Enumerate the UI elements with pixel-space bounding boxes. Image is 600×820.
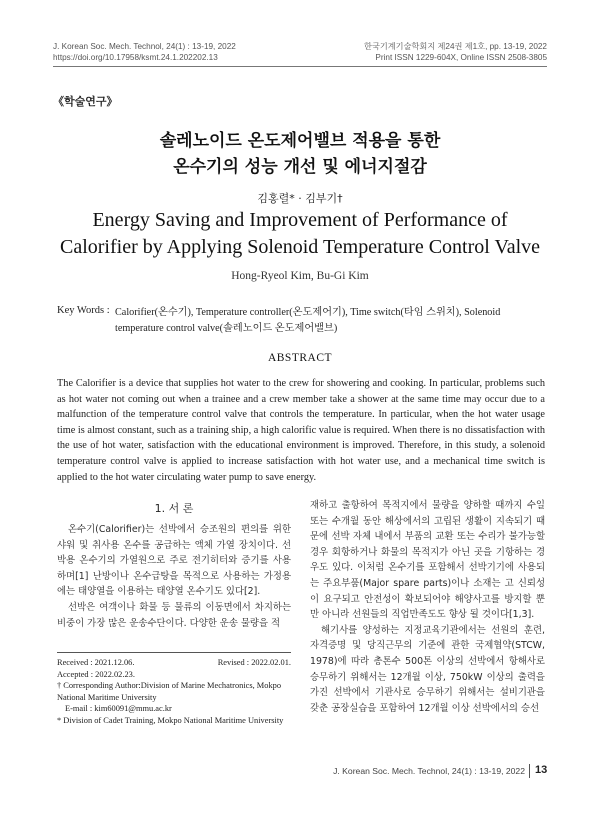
keywords-text: Calorifier(온수기), Temperature controller(온도제어기), Time switch(타임 스위치), Solenoid temperature control valve(솔레노이드 온도제어밸브) bbox=[115, 307, 501, 334]
intro-paragraph-1: 온수기(Calorifier)는 선박에서 승조원의 편의를 위한 샤워 및 취사용 온수를 공급하는 액체 가열 장치이다. 선박용 온수기의 가열원으로 주로 전기히터와 증기를 사용하며[1] 난방이나 온수급탕을 목적으로 사용하는 가정용에는 태양열을 이용하는 태양열 온수기도 있다[2]. bbox=[57, 524, 291, 598]
article-type-label: 《학술연구》 bbox=[53, 95, 118, 108]
doi-link[interactable]: https://doi.org/10.17958/ksmt.24.1.202202.13 bbox=[53, 53, 218, 62]
footnotes bbox=[57, 657, 291, 727]
footer-citation: J. Korean Soc. Mech. Technol, 24(1) : 13-19, 2022 bbox=[333, 766, 525, 776]
korean-title-line-2: 온수기의 성능 개선 및 에너지절감 bbox=[173, 157, 427, 177]
section-title-introduction: 1. 서 론 bbox=[154, 502, 194, 515]
english-authors: Hong-Ryeol Kim, Bu-Gi Kim bbox=[231, 270, 369, 282]
right-column bbox=[310, 498, 545, 716]
accepted-date: Accepted : 2022.02.23. bbox=[57, 669, 135, 679]
footer-divider bbox=[529, 764, 530, 778]
intro-paragraph-2: 선박은 여객이나 화물 등 물류의 이동면에서 차지하는 비중이 가장 많은 운송수단이다. 다양한 운송 물량을 적 bbox=[57, 601, 291, 629]
author-email[interactable]: E-mail : kim60091@mmu.ac.kr bbox=[65, 704, 172, 714]
keywords-label: Key Words : bbox=[57, 305, 110, 316]
intro-paragraph-4: 해기사를 양성하는 지정교육기관에서는 선원의 훈련, 자격증명 및 당직근무의 기준에 관한 국제협약(STCW, 1978)에 따라 총톤수 500톤 이상의 선박에서 항해사로 승무하기 위해서는 12개월 이상, 750kW 이상의 출력을 가진 선박에서 기관사로 승무하기 위해서는 설비기관을 갖춘 공장실습을 포함하여 12개월 이상 선박에서의 승선 bbox=[310, 624, 545, 714]
journal-korean-header: 한국기계기술학회지 제24권 제1호, pp. 13-19, 2022 bbox=[364, 42, 547, 51]
korean-title-line-1: 솔레노이드 온도제어밸브 적용을 통한 bbox=[159, 131, 441, 151]
journal-citation-header: J. Korean Soc. Mech. Technol, 24(1) : 13-19, 2022 bbox=[53, 42, 236, 51]
intro-paragraph-3: 재하고 출항하여 목적지에서 물량을 양하할 때까지 수일 또는 수개월 동안 해상에서의 고립된 생활이 지속되기 때문에 선박 자체 내에서 부품의 교환 또는 수리가 불가능할 경우 회항하거나 화물의 목적지가 아닌 곳을 기항하는 경우도 있다. 이처럼 온수기를 포함해서 선박기기에 사용되는 주요부품(Major spare parts)이나 소재는 고 신뢰성이 요구되고 안전성이 확보되어야 해양사고를 방지할 뿐만 아니라 선원들의 직업만족도도 향상 될 것이다[1,3]. bbox=[310, 500, 545, 621]
corresponding-author: † Corresponding Author:Division of Marine Mechatronics, Mokpo National Maritime University bbox=[57, 681, 282, 702]
header-rule bbox=[53, 66, 547, 67]
english-title-line-1: Energy Saving and Improvement of Performance of bbox=[92, 209, 508, 231]
left-column bbox=[57, 522, 291, 631]
abstract-title: ABSTRACT bbox=[267, 352, 333, 364]
author-affiliation: * Division of Cadet Training, Mokpo National Maritime University bbox=[57, 715, 284, 725]
page-number: 13 bbox=[535, 764, 548, 776]
korean-authors: 김홍렬* · 김부기† bbox=[257, 192, 343, 205]
abstract-text: The Calorifier is a device that supplies hot water to the crew for showering and cooking. In particular, problems such as hot water not coming out when a trainee and a crew member take a shower at the same time may occur due to a malfunction of the temperature control valve that controls the temperature. In particular, when the hot water usage time is almost constant, such as a training ship, a high calorific value is required. When there is no dissatisfaction with the use of hot water, satisfaction with the educational environment is improved. Therefore, in this study, a solenoid temperature control valve is applied to increase satisfaction with hot water use, and a mechanical time switch is applied to the hot water circulating water pump to save energy. bbox=[57, 378, 545, 483]
issn-header: Print ISSN 1229-604X, Online ISSN 2508-3805 bbox=[375, 53, 547, 62]
received-date: Received : 2021.12.06. bbox=[57, 658, 135, 667]
english-title-line-2: Calorifier by Applying Solenoid Temperature Control Valve bbox=[60, 236, 540, 258]
revised-date: Revised : 2022.02.01. bbox=[217, 658, 291, 667]
footnote-rule bbox=[57, 652, 291, 653]
